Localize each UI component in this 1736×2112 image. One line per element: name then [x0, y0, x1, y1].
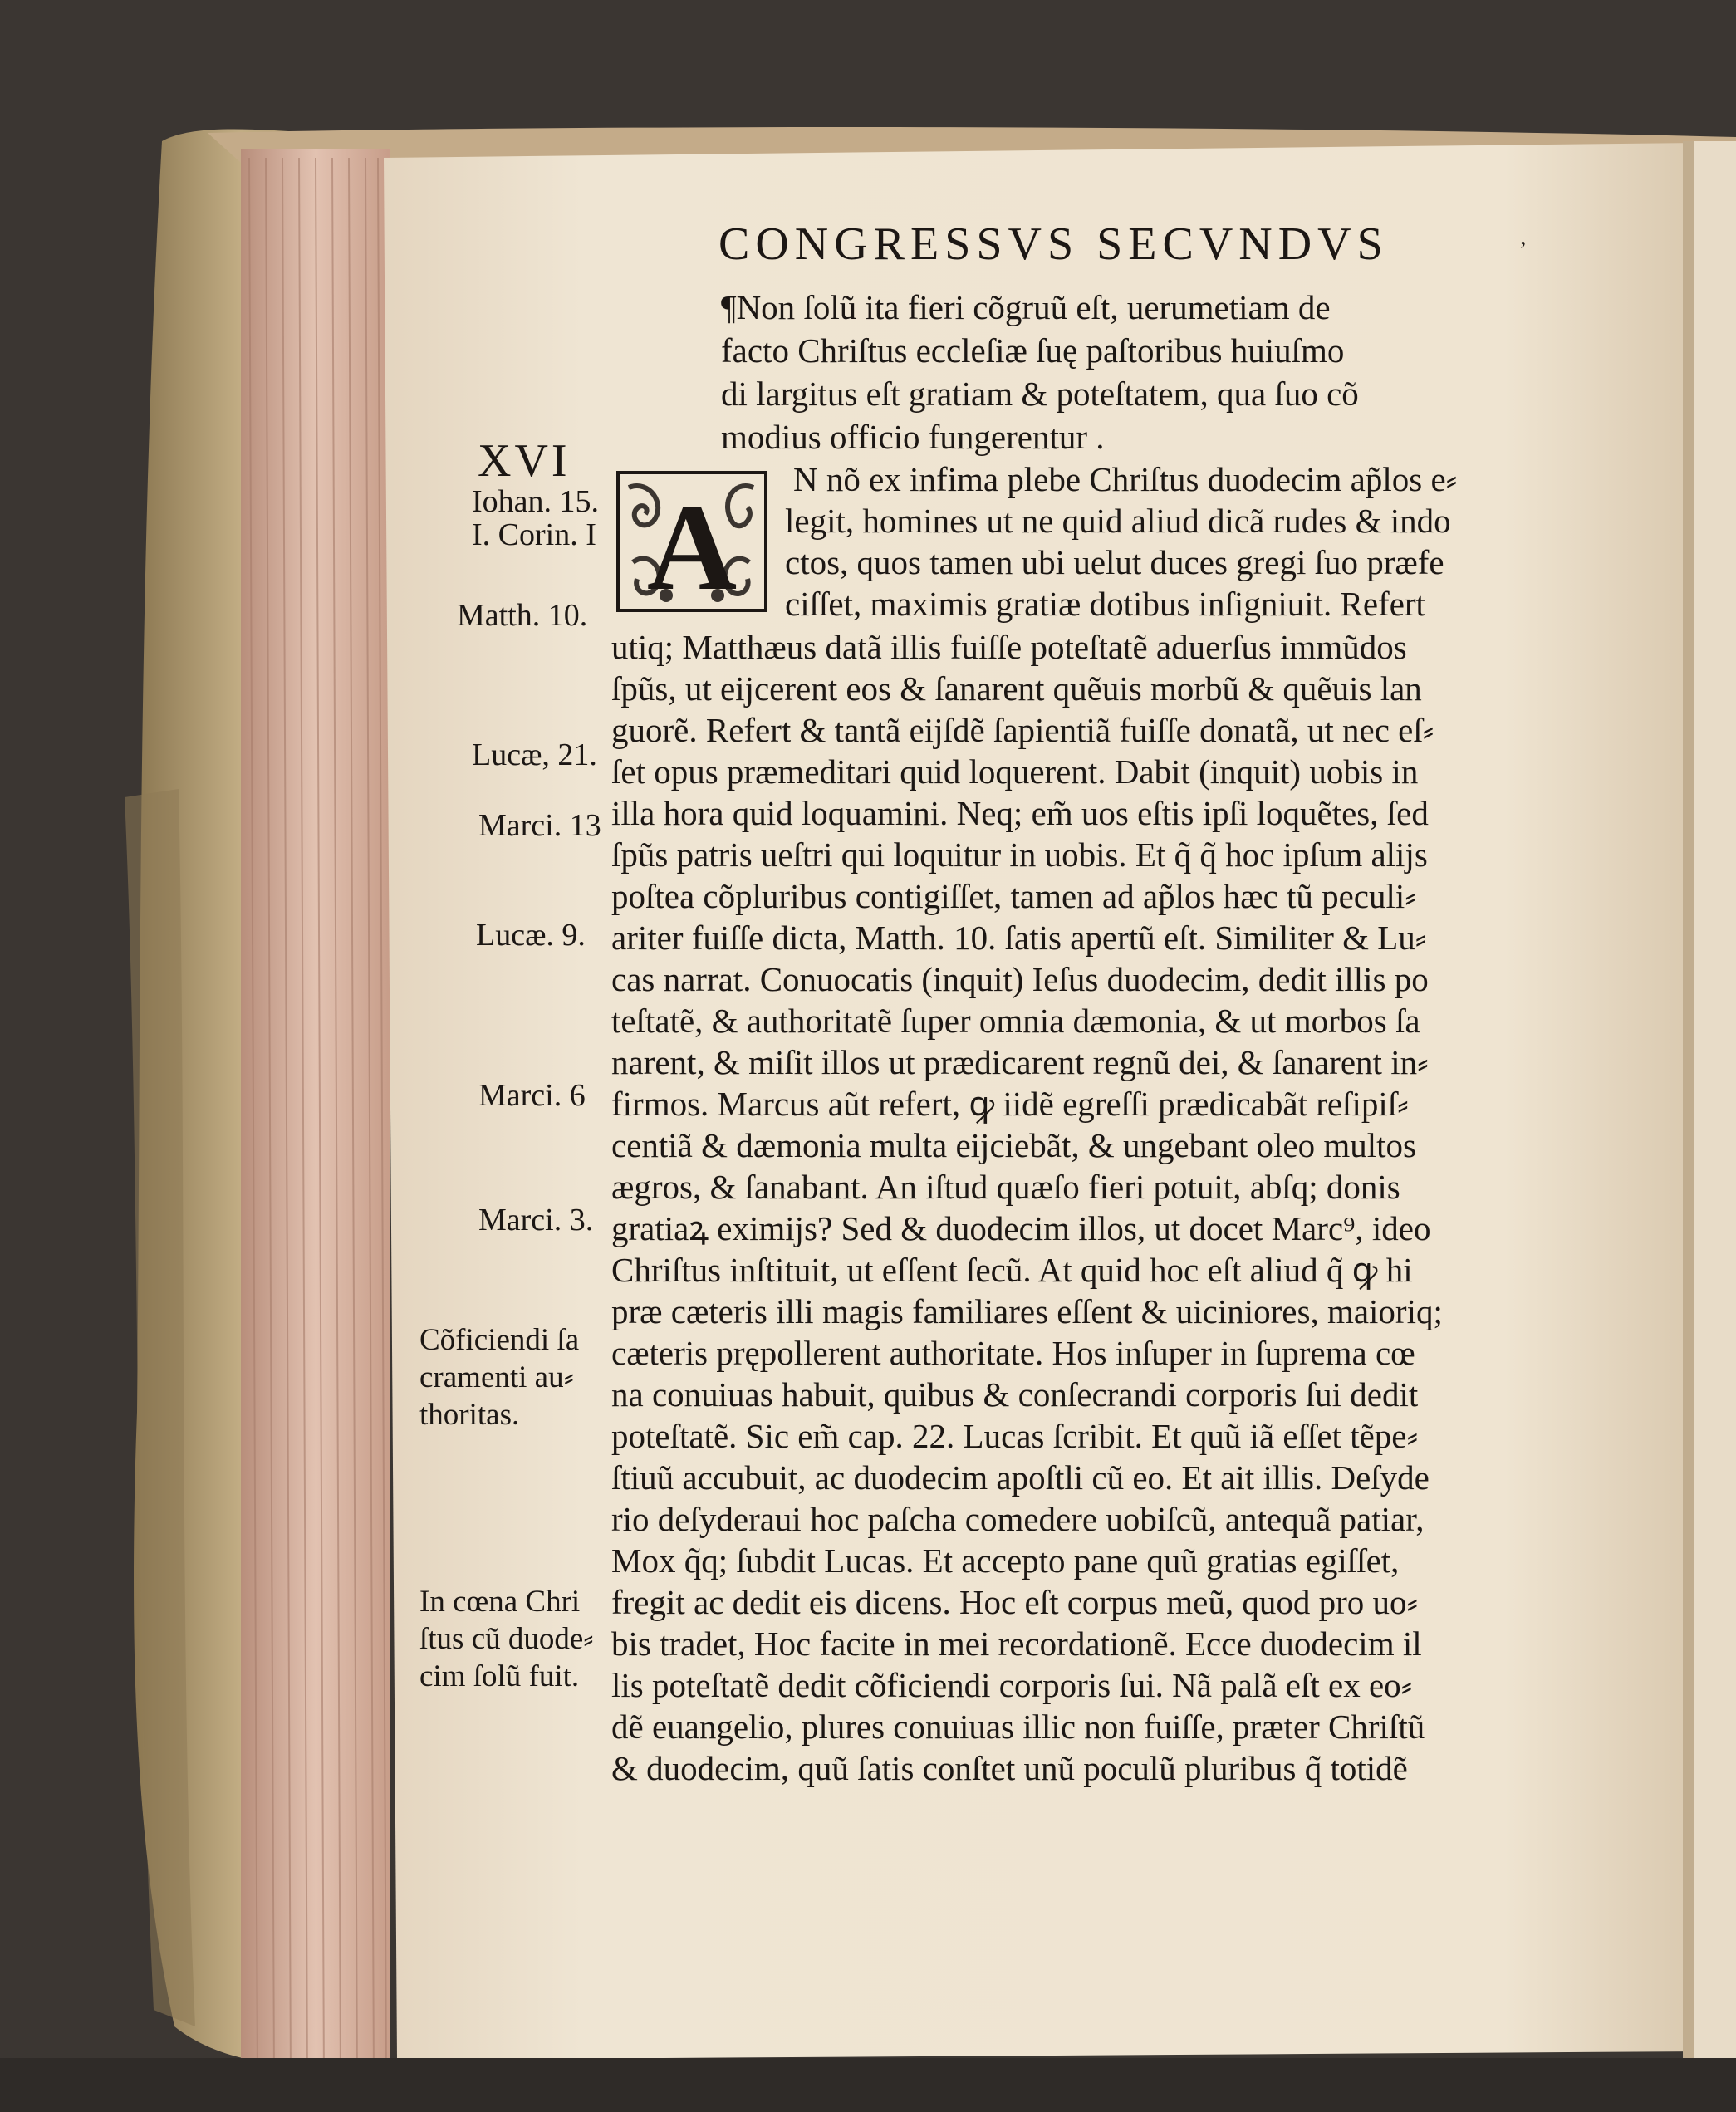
body-line-18: cæteris prępollerent authoritate. Hos inſuper in ſuprema cœ [611, 1334, 1415, 1372]
body-line-5: illa hora quid loquamini. Neq; em̃ uos eſtis ipſi loquẽtes, ſed [611, 794, 1429, 832]
marginal-note-coena-2: ſtus cũ duode⸗ [419, 1622, 594, 1656]
body-line-22: rio deſyderaui hoc paſcha comedere uobiſcũ, antequã patiar, [611, 1500, 1425, 1538]
marginal-note-conficiendi-3: thoritas. [419, 1398, 520, 1432]
marginal-note-lucae-21: Lucæ, 21. [472, 737, 597, 772]
intro-line-2: facto Chriſtus eccleſiæ ſuę paſtoribus huiuſmo [721, 331, 1345, 370]
body-line-24: fregit ac dedit eis dicens. Hoc eſt corpus meũ, quod pro uo⸗ [611, 1583, 1419, 1621]
body-line-13: centiã & dæmonia multa eijciebãt, & ungebant oleo multos [611, 1126, 1416, 1164]
marginal-note-marci-6: Marci. 6 [478, 1078, 586, 1113]
running-head-mark: , [1520, 223, 1527, 250]
intro-line-3: di largitus eſt gratiam & poteſtatem, qua ſuo cõ [721, 375, 1359, 413]
marginal-note-corin: I. Corin. I [472, 517, 596, 552]
body-line-6: ſpũs patris ueſtri qui loquitur in uobis. Et q̃ q̃ hoc ipſum alijs [611, 835, 1428, 874]
marginal-note-matth: Matth. 10. [457, 598, 588, 633]
body-line-26: lis poteſtatẽ dedit cõficiendi corporis ſui. Nã palã eſt ex eo⸗ [611, 1666, 1413, 1704]
body-line-20: poteſtatẽ. Sic em̃ cap. 22. Lucas ſcribit. Et quũ iã eſſet tẽpe⸗ [611, 1417, 1419, 1455]
marginal-note-conficiendi-2: cramenti au⸗ [419, 1360, 574, 1394]
body-line-17: præ cæteris illi magis familiares eſſent & uiciniores, maioriq; [611, 1292, 1443, 1330]
body-line-19: na conuiuas habuit, quibus & conſecrandi corporis ſui dedit [611, 1375, 1419, 1414]
marginal-note-coena-3: cim ſolũ fuit. [419, 1659, 580, 1693]
running-head [718, 218, 1527, 271]
marginal-note-lucae-9: Lucæ. 9. [476, 918, 586, 953]
initial-line-2: legit, homines ut ne quid aliud dicã rudes & indo [785, 502, 1451, 540]
decorated-initial-letter: A [646, 478, 738, 612]
marginal-note-conficiendi-1: Cõficiendi ſa [419, 1323, 580, 1357]
body-line-27: dẽ euangelio, plures conuiuas illic non fuiſſe, præter Chriſtũ [611, 1708, 1425, 1746]
body-line-28: & duodecim, quũ ſatis conſtet unũ poculũ pluribus q̃ totidẽ [611, 1749, 1408, 1787]
body-line-7: poſtea cõpluribus contigiſſet, tamen ad ap̃los hæc tũ peculi⸗ [611, 877, 1416, 915]
body-line-21: ſtiuũ accubuit, ac duodecim apoſtli cũ eo. Et ait illis. Deſyde [611, 1458, 1430, 1497]
leaf-number: XVI [478, 435, 571, 487]
body-line-23: Mox q̃q; ſubdit Lucas. Et accepto pane quũ gratias egiſſet, [611, 1541, 1400, 1580]
initial-line-1: N nõ ex infima plebe Chriſtus duodecim ap̃los e⸗ [793, 460, 1458, 498]
body-line-9: cas narrat. Conuocatis (inquit) Ieſus duodecim, dedit illis po [611, 960, 1429, 998]
marginal-note-marci-13: Marci. 13 [478, 808, 601, 843]
body-line-12: firmos. Marcus aũt refert, ꝙ iidẽ egreſſi prædicabãt reſipiſ⸗ [611, 1085, 1409, 1123]
body-line-3: guorẽ. Refert & tantã eijſdẽ ſapientiã fuiſſe donatã, ut nec eſ⸗ [611, 711, 1434, 749]
body-line-8: ariter fuiſſe dicta, Matth. 10. ſatis apertũ eſt. Similiter & Lu⸗ [611, 919, 1427, 957]
body-line-25: bis tradet, Hoc facite in mei recordationẽ. Ecce duodecim il [611, 1624, 1422, 1663]
running-head-title: CONGRESSVS SECVNDVS [718, 218, 1389, 270]
body-line-14: ægros, & ſanabant. An iſtud quæſo fieri potuit, abſq; donis [611, 1168, 1400, 1206]
body-line-15: gratiaꝝ eximijs? Sed & duodecim illos, ut docet Marc⁹, ideo [611, 1209, 1431, 1247]
body-line-11: narent, & miſit illos ut prædicarent regnũ dei, & ſanarent in⸗ [611, 1043, 1429, 1081]
marginal-note-johan: Iohan. 15. [472, 484, 600, 519]
intro-line-1: ¶Non ſolũ ita fieri cõgruũ eſt, uerumetiam de [721, 288, 1331, 326]
body-line-1: utiq; Matthæus datã illis fuiſſe poteſtatẽ aduerſus immũdos [611, 628, 1407, 666]
body-line-10: teſtatẽ, & authoritatẽ ſuper omnia dæmonia, & ut morbos ſa [611, 1002, 1420, 1040]
decorated-initial [616, 471, 767, 612]
initial-line-4: ciſſet, maximis gratiæ dotibus inſigniuit. Refert [785, 585, 1425, 623]
initial-line-3: ctos, quos tamen ubi uelut duces gregi ſuo præfe [785, 543, 1444, 581]
body-line-2: ſpũs, ut eijcerent eos & ſanarent quẽuis morbũ & quẽuis lan [611, 669, 1422, 708]
marginal-note-coena-1: In cœna Chri [419, 1585, 581, 1619]
body-line-16: Chriſtus inſtituit, ut eſſent ſecũ. At quid hoc eſt aliud q̃ ꝙ hi [611, 1251, 1413, 1289]
intro-line-4: modius officio fungerentur . [721, 418, 1105, 456]
body-line-4: ſet opus præmeditari quid loquerent. Dabit (inquit) uobis in [611, 752, 1419, 791]
marginal-note-marci-3: Marci. 3. [478, 1203, 594, 1237]
